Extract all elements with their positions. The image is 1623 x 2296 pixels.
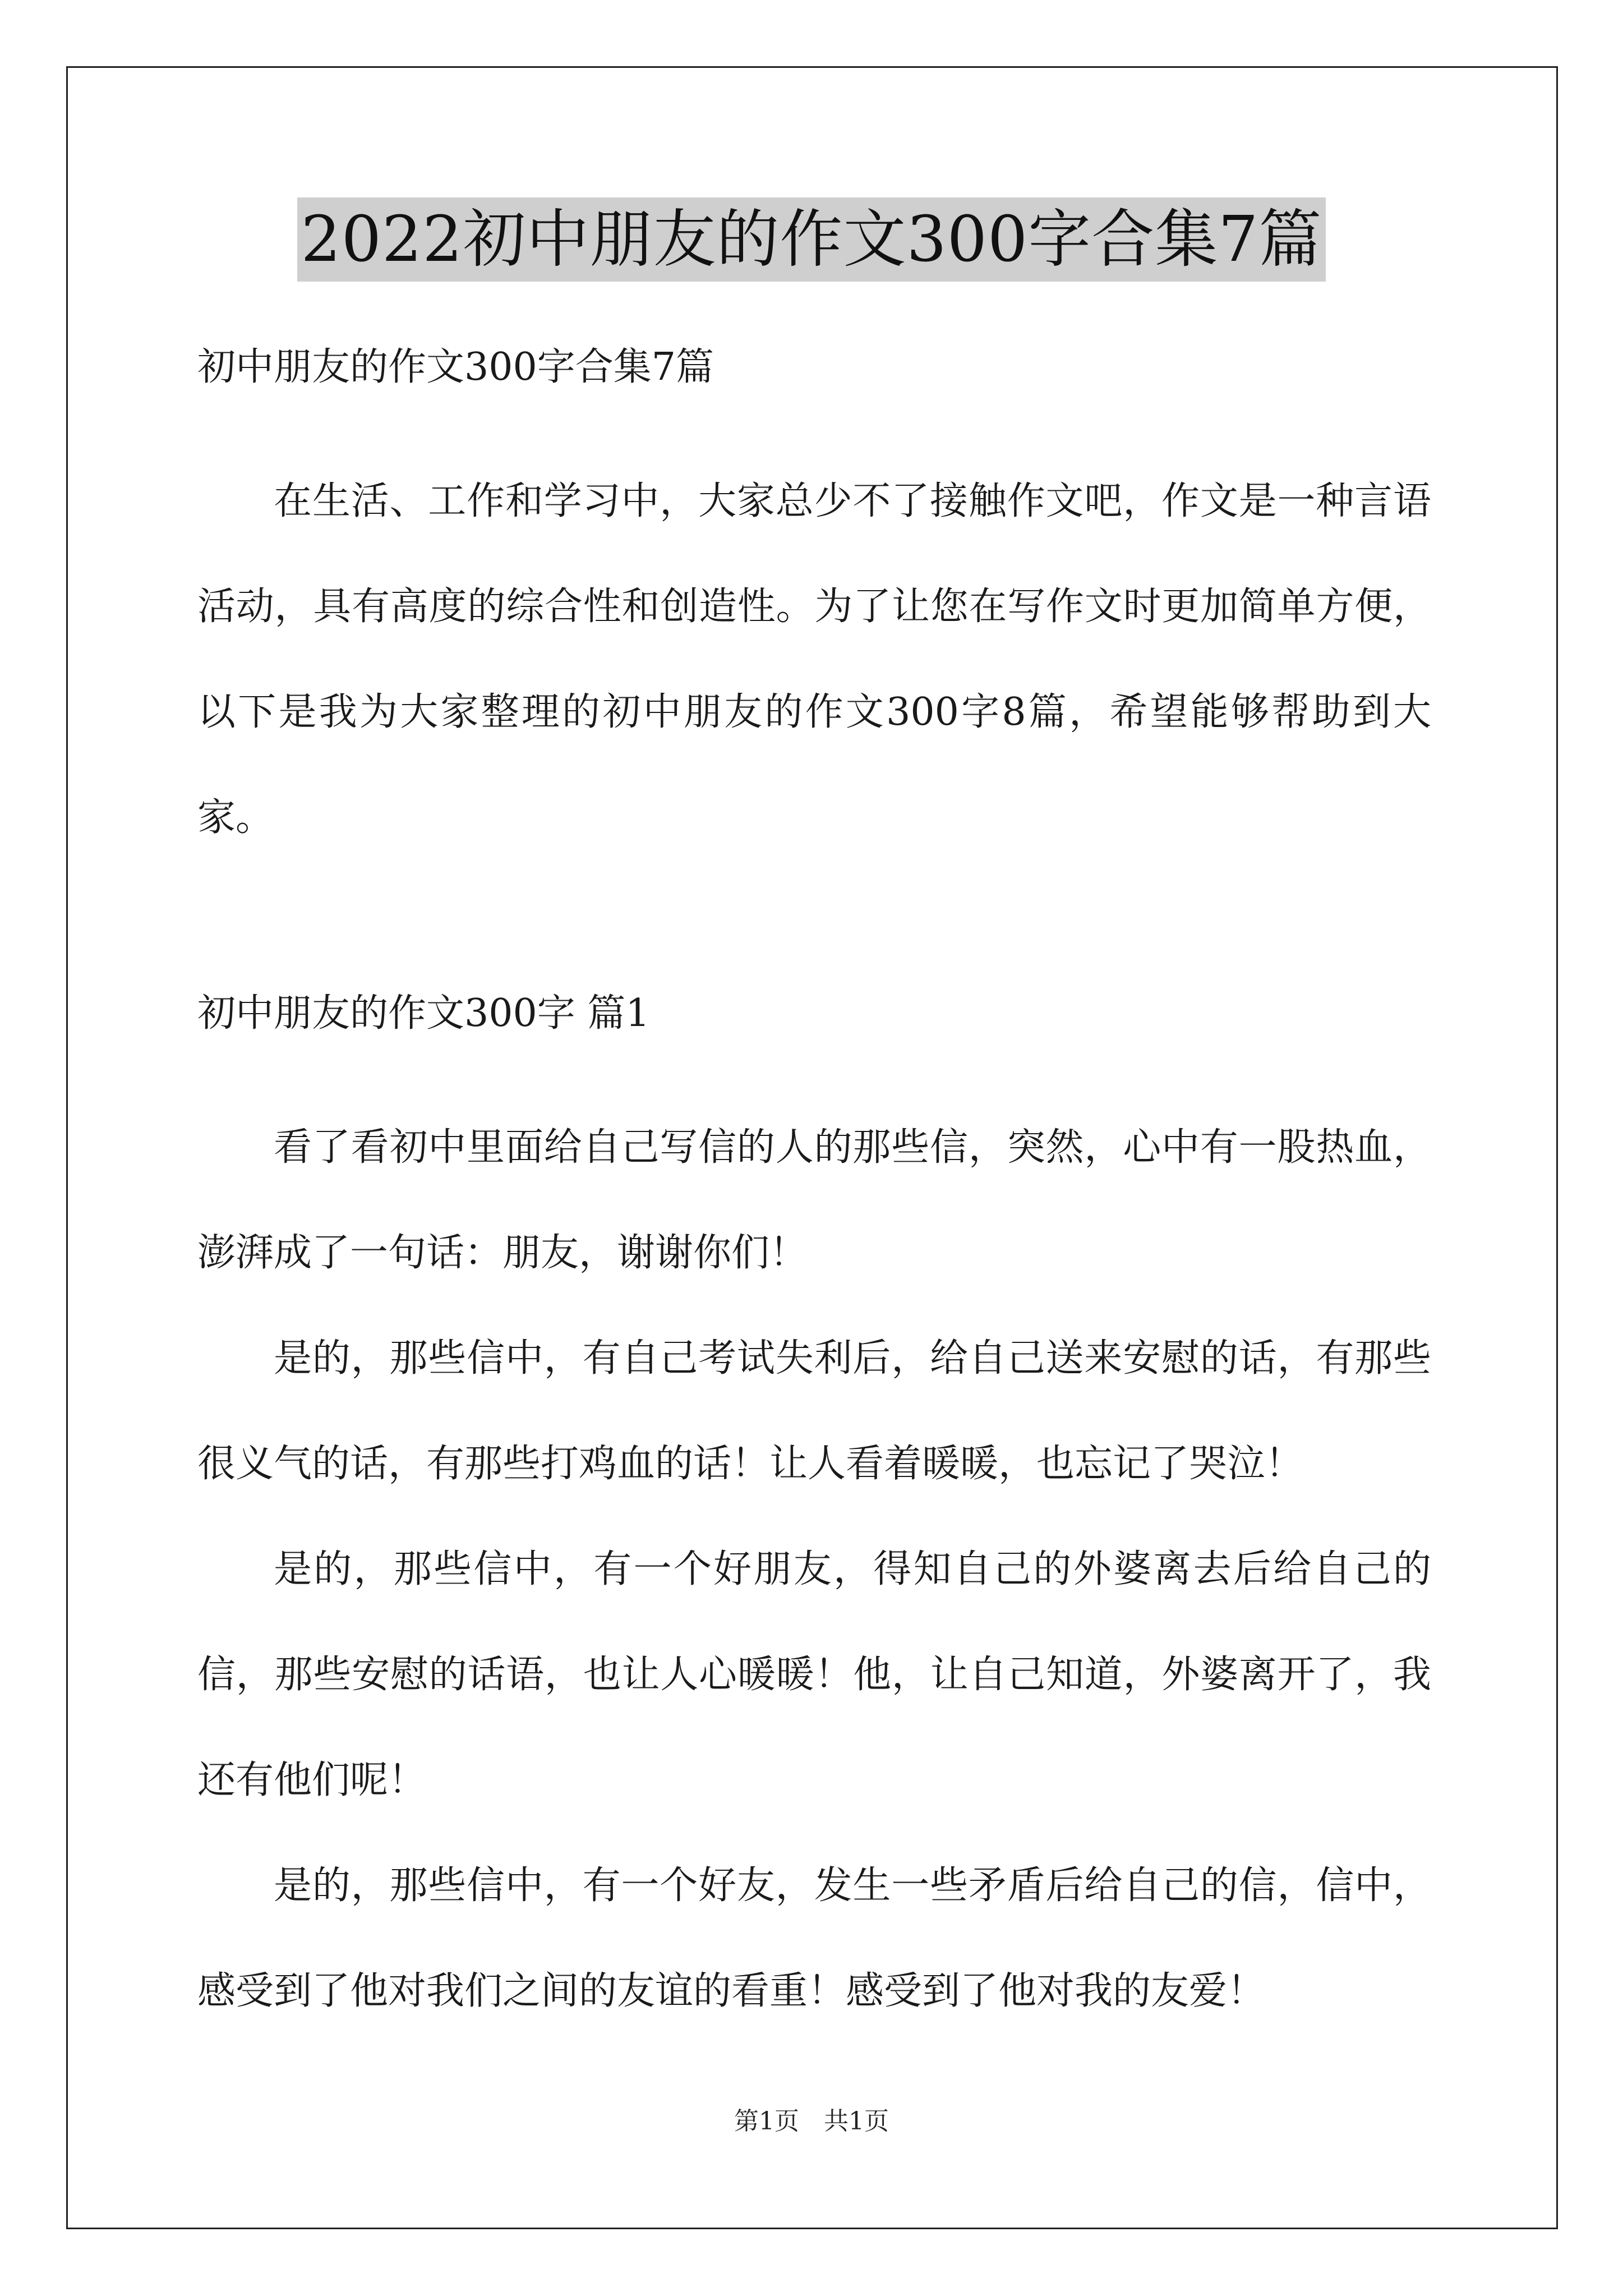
title-container — [0, 197, 1623, 282]
page-title: 2022初中朋友的作文300字合集7篇 — [297, 197, 1325, 282]
intro-paragraph: 在生活、工作和学习中，大家总少不了接触作文吧，作文是一种言语活动，具有高度的综合性和创造性。为了让您在写作文时更加简单方便，以下是我为大家整理的初中朋友的作文300字8篇，希望能够帮助到大家。 — [197, 479, 1431, 840]
body-paragraph: 是的，那些信中，有一个好友，发生一些矛盾后给自己的信，信中，感受到了他对我们之间的友谊的看重！感受到了他对我的友爱！ — [197, 1864, 1431, 2013]
document-subtitle: 初中朋友的作文300字合集7篇 — [197, 345, 714, 389]
page-number: 第1页 共1页 — [734, 2107, 889, 2136]
section-heading: 初中朋友的作文300字 篇1 — [197, 991, 650, 1036]
body-paragraph: 看了看初中里面给自己写信的人的那些信，突然，心中有一股热血，澎湃成了一句话：朋友，谢谢你们！ — [197, 1125, 1431, 1275]
document-body — [197, 342, 1431, 2044]
body-paragraph: 是的，那些信中，有一个好朋友，得知自己的外婆离去后给自己的信，那些安慰的话语，也让人心暖暖！他，让自己知道，外婆离开了，我还有他们呢！ — [197, 1547, 1431, 1802]
body-paragraph: 是的，那些信中，有自己考试失利后，给自己送来安慰的话，有那些很义气的话，有那些打鸡血的话！让人看着暖暖，也忘记了哭泣！ — [197, 1336, 1431, 1486]
page-footer — [0, 2101, 1623, 2137]
